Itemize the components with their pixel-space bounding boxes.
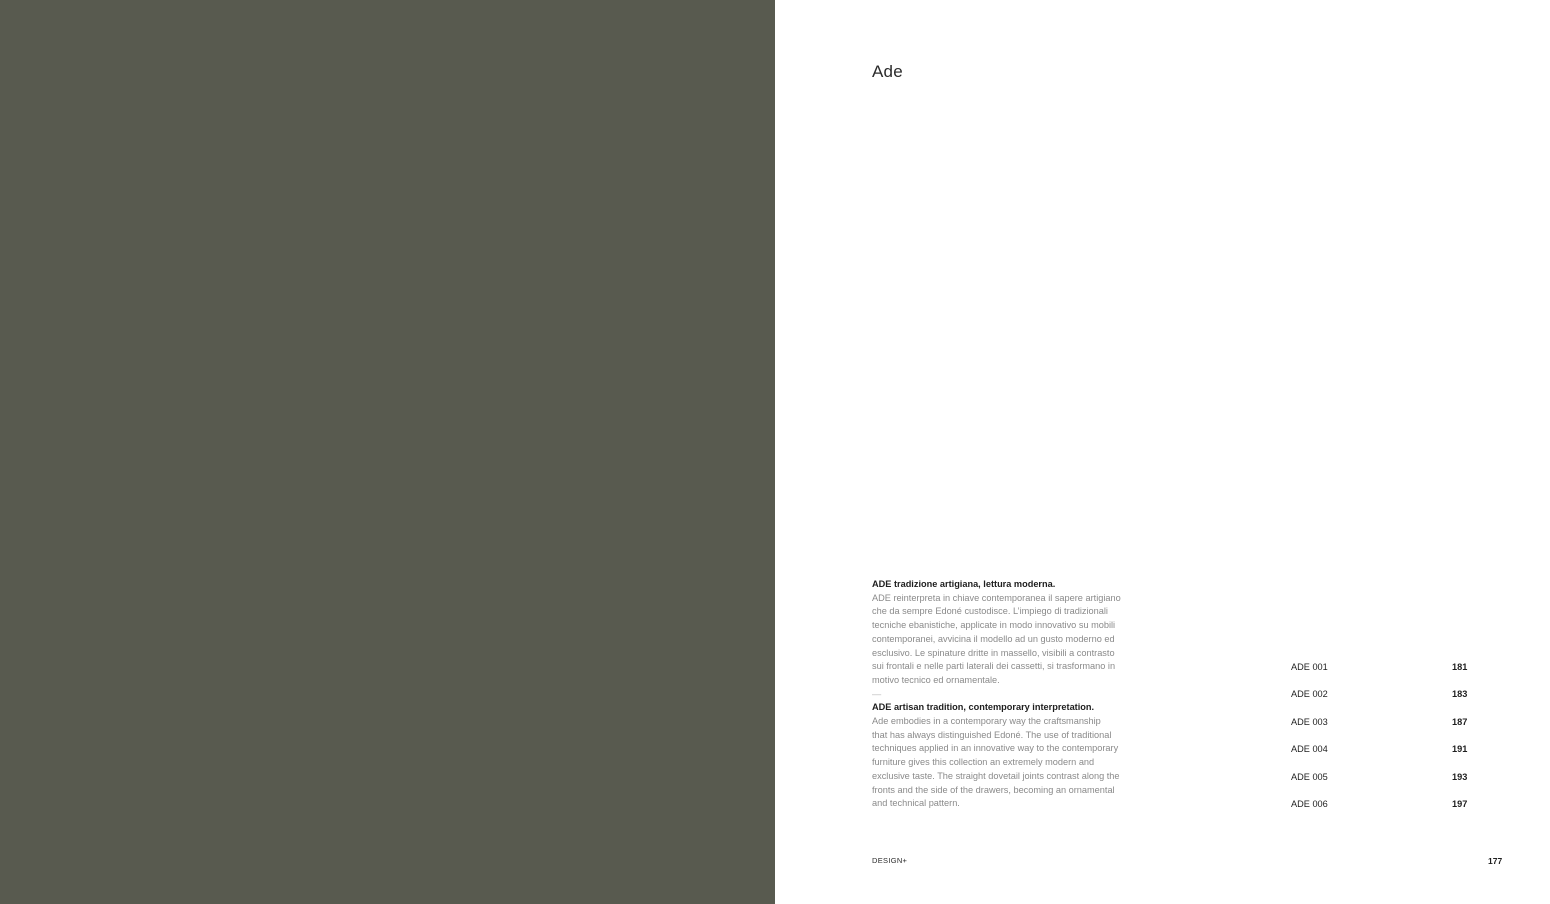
model-name: ADE 001: [1291, 662, 1328, 672]
index-row[interactable]: [1291, 797, 1471, 824]
model-name: ADE 003: [1291, 716, 1328, 727]
model-page-ref: 183: [1452, 689, 1468, 700]
index-row[interactable]: [1291, 660, 1471, 687]
english-paragraph: Ade embodies in a contemporary way the craftsmanship that has always distinguished Edoné. The use of traditional techniques applied in an innovative way to the contemporary furniture gives this collection an extremely modern and exclusive taste. The straight dovetail joints contrast along the fronts and the side of the drawers, becoming an ornamental and technical pattern.: [872, 716, 1120, 809]
model-name: ADE 005: [1291, 771, 1328, 782]
footer-page-number: 177: [1488, 856, 1503, 866]
language-separator: —: [872, 688, 882, 699]
model-index-list: [1291, 660, 1471, 824]
italian-heading: ADE tradizione artigiana, lettura moderna.: [872, 579, 1056, 589]
english-heading: ADE artisan tradition, contemporary interpretation.: [872, 702, 1095, 713]
index-row[interactable]: [1291, 687, 1471, 714]
index-row[interactable]: [1291, 742, 1471, 769]
page-title: Ade: [872, 62, 903, 81]
model-page-ref: 187: [1452, 716, 1468, 727]
index-row[interactable]: [1291, 715, 1471, 742]
model-name: ADE 002: [1291, 689, 1328, 700]
footer-brand: DESIGN+: [872, 856, 908, 865]
model-page-ref: 193: [1452, 771, 1468, 782]
model-name: ADE 006: [1291, 798, 1328, 809]
model-page-ref: 181: [1452, 662, 1468, 672]
index-row[interactable]: [1291, 770, 1471, 797]
italian-paragraph: ADE reinterpreta in chiave contemporanea il sapere artigiano che da sempre Edoné custodisce. L’impiego di tradizionali tecniche ebanistiche, applicate in modo innovativo su mobili contemporanei, avvicina il modello ad un gusto moderno ed esclusivo. Le spinature dritte in massello, visibili a contrasto sui frontali e nelle parti laterali dei cassetti, si trasformano in motivo tecnico ed ornamentale.: [872, 592, 1121, 685]
collection-description: [872, 578, 1134, 811]
model-page-ref: 191: [1452, 744, 1468, 755]
model-page-ref: 197: [1452, 798, 1468, 809]
model-name: ADE 004: [1291, 744, 1328, 755]
